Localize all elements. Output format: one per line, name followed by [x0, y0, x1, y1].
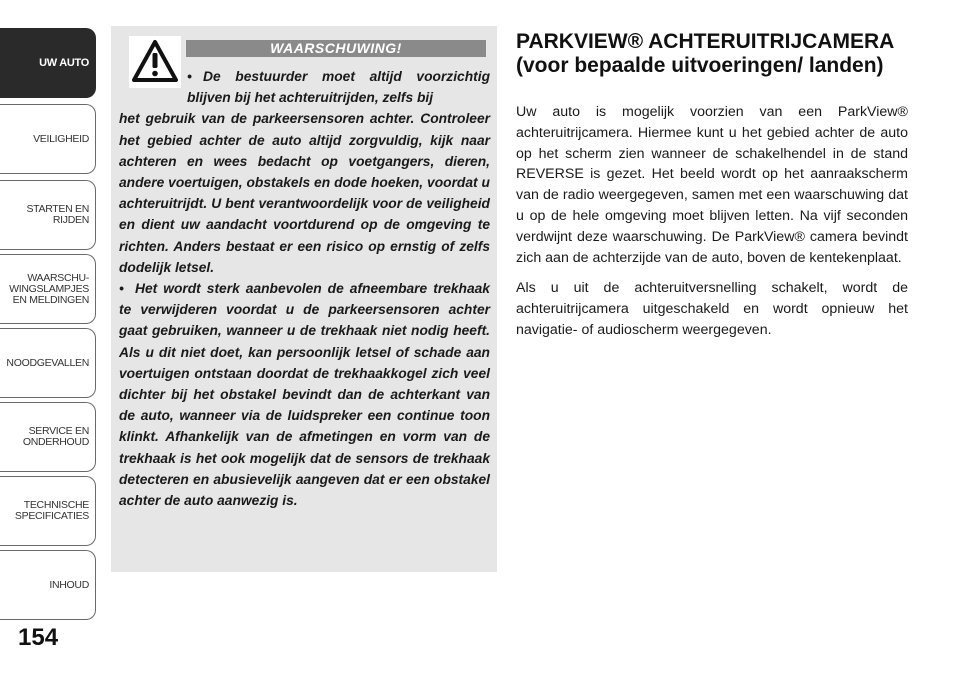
- section-heading: PARKVIEW® ACHTERUITRIJCAMERA (voor bepaalde uitvoeringen/ landen): [516, 30, 894, 77]
- tab-inhoud[interactable]: INHOUD: [0, 550, 96, 620]
- warning-bullet-2: • Het wordt sterk aanbevolen de afneembare trekhaak te verwijderen voordat u de parkeersensoren achter gaat gebruiken, wanneer u de trekhaak niet nodig heeft. Als u dit niet doet, kan persoonlijk letsel of schade aan voertuigen ontstaan doordat de trekhaakkogel zich veel dichter bij het obstakel bevindt dan de achterkant van de auto, wanneer via de luidspreker een continue toon klinkt. Afhankelijk van de afmetingen en vorm van de trekhaak is het ook mogelijk dat de sensors de trekhaak detecteren en abusievelijk aangeven dat er een obstakel achter de auto aanwezig is.: [119, 278, 490, 511]
- tab-noodgevallen[interactable]: NOODGEVALLEN: [0, 328, 96, 398]
- warning-bullet-1-first: • De bestuurder moet altijd voorzichtig blijven bij het achteruitrijden, zelfs bij: [119, 66, 490, 108]
- tab-veiligheid[interactable]: VEILIGHEID: [0, 104, 96, 174]
- section-body: [516, 102, 908, 351]
- paragraph-1: Uw auto is mogelijk voorzien van een ParkView® achteruitrijcamera. Hiermee kunt u het gebied achter de auto op het scherm zien wanneer de schakelhendel in de stand REVERSE is gezet. Het beeld wordt op het aanraakscherm van de radio weergegeven, samen met een waarschuwing dat u op de hele omgeving moet blijven letten. Na vijf seconden verdwijnt deze waarschuwing. De ParkView® camera bevindt zich aan de achterzijde van de auto, boven de kentekenplaat.: [516, 104, 908, 266]
- warning-bullet-1-rest: het gebruik van de parkeersensoren achter. Controleer het gebied achter de auto altijd zorgvuldig, kijk naar achteren en wees bedacht op voetgangers, dieren, andere voertuigen, obstakels en dode hoeken, voordat u achteruitrijdt. U bent verantwoordelijk voor de veiligheid en dient uw aandacht voortdurend op de omgeving te richten. Anders bestaat er een risico op ernstig of zelfs dodelijk letsel.: [119, 111, 490, 275]
- warning-box: [111, 26, 497, 572]
- warning-text: [119, 66, 490, 511]
- paragraph-2: Als u uit de achteruitversnelling schakelt, wordt de achteruitrijcamera uitgeschakeld en wordt opnieuw het navigatie- of audioscherm weergegeven.: [516, 280, 908, 338]
- tab-service-en-onderhoud[interactable]: SERVICE EN ONDERHOUD: [0, 402, 96, 472]
- tab-waarschuwingslampjes[interactable]: WAARSCHU- WINGSLAMPJES EN MELDINGEN: [0, 254, 96, 324]
- bullet-marker: •: [119, 281, 124, 297]
- tab-starten-en-rijden[interactable]: STARTEN EN RIJDEN: [0, 180, 96, 250]
- bullet-marker: •: [187, 69, 192, 84]
- tab-uw-auto[interactable]: UW AUTO: [0, 28, 96, 98]
- warning-title: WAARSCHUWING!: [186, 40, 486, 57]
- tab-technische-specificaties[interactable]: TECHNISCHE SPECIFICATIES: [0, 476, 96, 546]
- page-number: 154: [18, 624, 59, 651]
